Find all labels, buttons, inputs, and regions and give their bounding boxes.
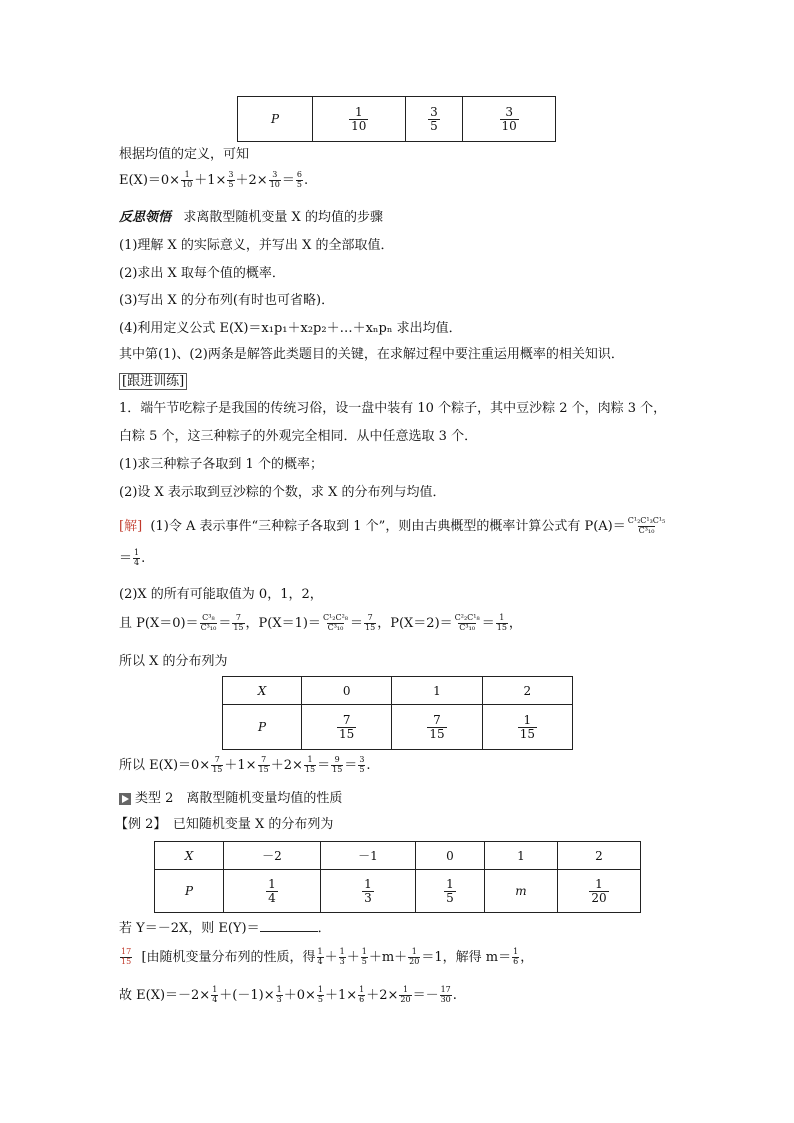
question-line-1: 1．端午节吃粽子是我国的传统习俗，设一盘中装有 10 个粽子，其中豆沙粽 2 个，肉粽 3 个， bbox=[119, 401, 667, 416]
table-cell: $\frac{1}{5}$ bbox=[416, 870, 485, 913]
question-part-2: (2)设 X 表示取到豆沙粽的个数，求 X 的分布列与均值． bbox=[119, 485, 446, 500]
distribution-table-1 bbox=[237, 96, 556, 142]
play-triangle-icon bbox=[119, 793, 131, 805]
expectation-line-1: E(X)＝0× $\frac{1}{10}$ ＋1× $\frac{3}{5}$ ＋2× $\frac{3}{10}$ ＝ $\frac{6}{5}$ . bbox=[119, 170, 309, 189]
answer-line-2: 故 E(X)＝－2× $\frac{1}{4}$ ＋(－1)× $\frac{1}{3}$ ＋0× $\frac{1}{5}$ ＋1× $\frac{1}{6}$ ＋2× $\frac{1}{20}$ ＝－ $\frac{17}{30}$ . bbox=[119, 985, 457, 1004]
reflect-step-3: (3)写出 X 的分布列(有时也可省略)． bbox=[119, 293, 335, 308]
question-part-1: (1)求三种粽子各取到 1 个的概率； bbox=[119, 457, 323, 472]
table-cell: －2 bbox=[224, 842, 321, 870]
table-cell: X bbox=[223, 677, 302, 705]
table-cell: $\frac{1}{3}$ bbox=[321, 870, 416, 913]
text-line: 根据均值的定义，可知 bbox=[119, 147, 250, 162]
reflect-heading: 反思领悟 求离散型随机变量 X 的均值的步骤 bbox=[119, 210, 383, 225]
follow-up-tag: [跟进训练] bbox=[119, 370, 187, 389]
table-cell: $\frac{3}{10}$ bbox=[463, 97, 556, 142]
table-row bbox=[223, 677, 573, 705]
solution-probabilities: 且 P(X＝0)＝ $\frac{\text{C³₈}}{\text{C³₁₀}}$ ＝ $\frac{7}{15}$ ，P(X＝1)＝ $\frac{\text{C¹₂C²₈}}{\text{C³₁₀}}$ ＝ $\frac{7}{15}$ ，P(X＝2)＝ $\frac{\text{C²₂C¹₈}}{\text{C³₁₀}}$ ＝ $\frac{1}{15}$ ， bbox=[119, 613, 522, 632]
table-cell: 1 bbox=[485, 842, 558, 870]
table-cell: P bbox=[155, 870, 224, 913]
distribution-table-2 bbox=[222, 676, 573, 750]
table-cell: $\frac{1}{15}$ bbox=[482, 705, 572, 750]
solution-tag: [解] bbox=[119, 519, 143, 534]
table-cell: 0 bbox=[416, 842, 485, 870]
solution-line-2: (2)X 的所有可能取值为 0，1，2， bbox=[119, 587, 323, 602]
table-row bbox=[155, 870, 641, 913]
solution-line-3: 所以 X 的分布列为 bbox=[119, 654, 228, 669]
table-row bbox=[155, 842, 641, 870]
solution-expectation: 所以 E(X)＝0× $\frac{7}{15}$ ＋1× $\frac{7}{15}$ ＋2× $\frac{1}{15}$ ＝ $\frac{9}{15}$ ＝ $\frac{3}{5}$ . bbox=[119, 755, 371, 774]
table-cell: P bbox=[238, 97, 313, 142]
table-cell: 2 bbox=[558, 842, 641, 870]
solution-line-1: [解] (1)令 A 表示事件“三种粽子各取到 1 个”，则由古典概型的概率计算公式有 P(A)＝ $\frac{\text{C¹₂C¹₃C¹₅}}{\text{C³₁₀}}$ bbox=[119, 516, 666, 535]
reflect-step-4: (4)利用定义公式 E(X)＝x₁p₁＋x₂p₂＋…＋xₙpₙ 求出均值． bbox=[119, 321, 462, 336]
answer-value: $\frac{17}{15}$ bbox=[121, 947, 132, 966]
table-cell: 1 bbox=[392, 677, 482, 705]
table-cell: 0 bbox=[302, 677, 392, 705]
table-row bbox=[223, 705, 573, 750]
table-cell: $\frac{1}{4}$ bbox=[224, 870, 321, 913]
example-2-heading: 【例 2】 已知随机变量 X 的分布列为 bbox=[115, 817, 334, 832]
section-type-2: 类型 2 离散型随机变量均值的性质 bbox=[119, 787, 342, 806]
question-line-2: 白粽 5 个，这三种粽子的外观完全相同．从中任意选取 3 个． bbox=[119, 429, 478, 444]
example-2-question: 若 Y＝－2X，则 E(Y)＝ ． bbox=[119, 921, 331, 936]
table-cell: $\frac{1}{10}$ bbox=[313, 97, 406, 142]
table-cell: $\frac{1}{20}$ bbox=[558, 870, 641, 913]
table-cell: m bbox=[485, 870, 558, 913]
table-row bbox=[238, 97, 556, 142]
reflect-step-2: (2)求出 X 取每个值的概率． bbox=[119, 266, 285, 281]
table-cell: 2 bbox=[482, 677, 572, 705]
table-cell: －1 bbox=[321, 842, 416, 870]
distribution-table-3 bbox=[154, 841, 641, 913]
table-cell: $\frac{3}{5}$ bbox=[405, 97, 463, 142]
answer-line-1: $\frac{17}{15}$ [由随机变量分布列的性质，得 $\frac{1}{4}$ ＋ $\frac{1}{3}$ ＋ $\frac{1}{5}$ ＋m＋ $\frac{1}{20}$ ＝1，解得 m＝ $\frac{1}{6}$ ， bbox=[121, 947, 534, 966]
answer-blank bbox=[260, 919, 318, 932]
table-cell: P bbox=[223, 705, 302, 750]
reflect-step-1: (1)理解 X 的实际意义，并写出 X 的全部取值． bbox=[119, 238, 394, 253]
table-cell: $\frac{7}{15}$ bbox=[302, 705, 392, 750]
table-cell: X bbox=[155, 842, 224, 870]
solution-line-1b: ＝ $\frac{1}{4}$ . bbox=[119, 548, 146, 567]
reflect-note: 其中第(1)、(2)两条是解答此类题目的关键，在求解过程中要注重运用概率的相关知识． bbox=[119, 347, 624, 362]
table-cell: $\frac{7}{15}$ bbox=[392, 705, 482, 750]
